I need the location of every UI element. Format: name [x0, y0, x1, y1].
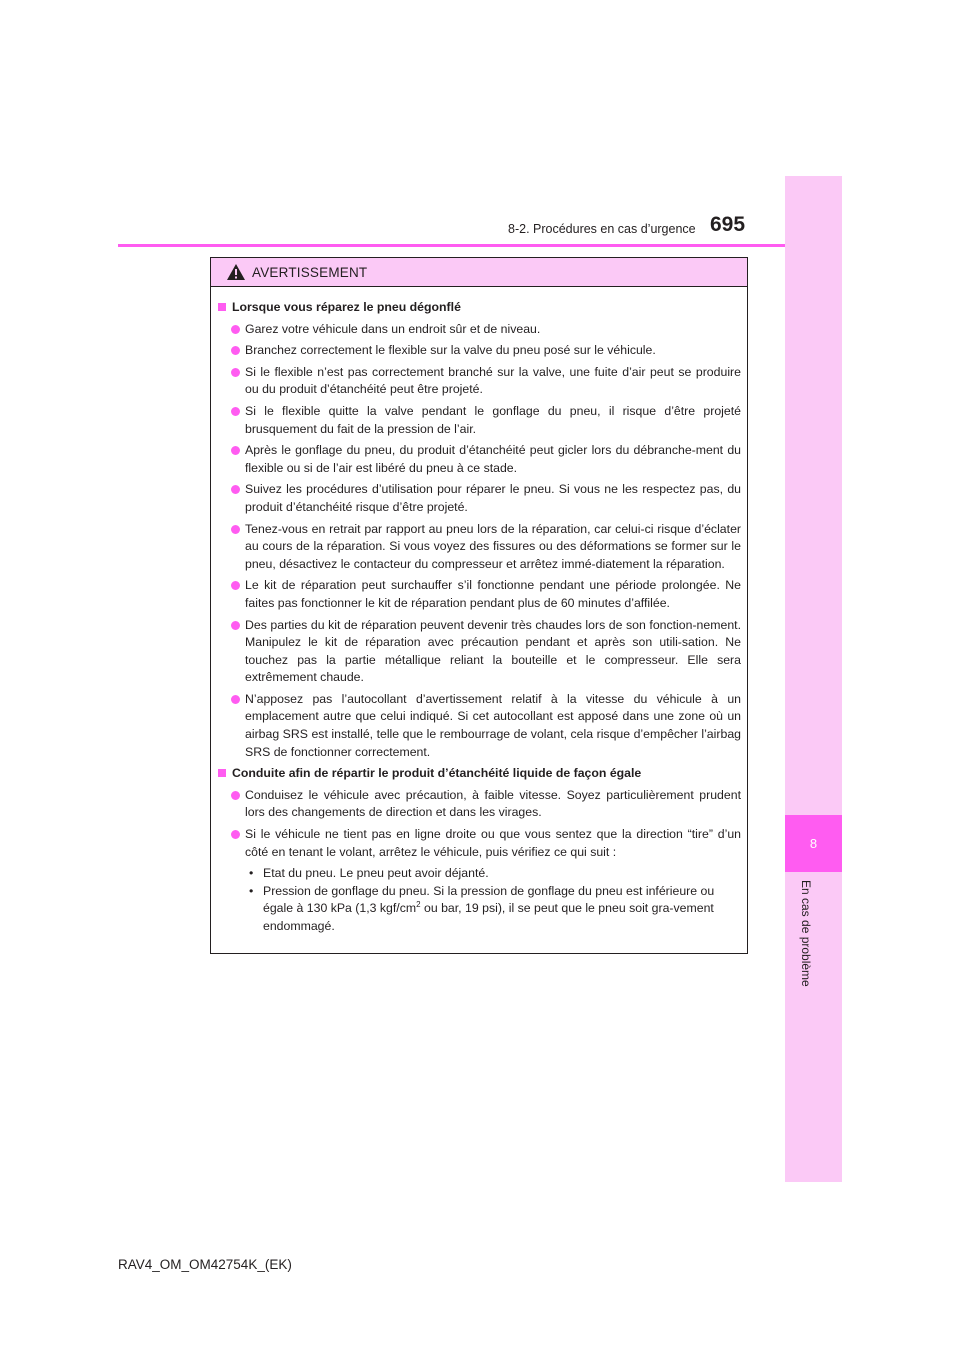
chapter-number: 8	[785, 815, 842, 872]
circle-bullet-icon	[231, 525, 240, 534]
circle-bullet-icon	[231, 485, 240, 494]
heading-text: Conduite afin de répartir le produit d’étanchéité liquide de façon égale	[232, 766, 642, 781]
warning-body	[211, 287, 747, 936]
sub-list-item: • Pression de gonflage du pneu. Si la pression de gonflage du pneu est inférieure ou égale à 130 kPa (1,3 kgf/$cm^2$ ou bar, 19 psi), il se peut que le pneu soit gra-vement endommagé.	[249, 883, 741, 936]
square-bullet-icon	[218, 303, 226, 311]
circle-bullet-icon	[231, 407, 240, 416]
circle-bullet-icon	[231, 446, 240, 455]
list-item: Suivez les procédures d’utilisation pour réparer le pneu. Si vous ne les respectez pas, du produit d’étanchéité risque d’être projeté.	[231, 481, 741, 516]
list-item: Des parties du kit de réparation peuvent devenir très chaudes lors de son fonction-nement. Manipulez le kit de réparation avec précaution pendant et après son utili-sation. Ne touchez pas la partie métallique reliant la bouteille et le compresseur. Elle sera extrêmement chaude.	[231, 617, 741, 687]
list-item: Si le flexible n’est pas correctement branché sur la valve, une fuite d’air peut se produire ou du produit d’étanchéité peut être projeté.	[231, 364, 741, 399]
list-item: Conduisez le véhicule avec précaution, à faible vitesse. Soyez particulièrement prudent lors des changements de direction et dans les virages.	[231, 787, 741, 822]
warning-triangle-icon	[226, 263, 246, 281]
warning-title: AVERTISSEMENT	[252, 264, 368, 280]
heading-text: Lorsque vous réparez le pneu dégonflé	[232, 300, 461, 314]
circle-bullet-icon	[231, 346, 240, 355]
warning-header	[211, 258, 747, 287]
list-item: Après le gonflage du pneu, du produit d’étanchéité peut gicler lors du débranche-ment du flexible ou si de l’air est libéré du pneu à ce stade.	[231, 442, 741, 477]
document-code: RAV4_OM_OM42754K_(EK)	[118, 1257, 292, 1272]
list-item: Branchez correctement le flexible sur la valve du pneu posé sur le véhicule.	[231, 342, 741, 360]
list-item: N’apposez pas l’autocollant d’avertissement relatif à la vitesse du véhicule à un emplacement autre que celui indiqué. Si cet autocollant est apposé dans une zone où un airbag SRS est installé, telle que le rembourrage de volant, cela risque d’empêcher l’airbag SRS de fonctionner correctement.	[231, 691, 741, 761]
circle-bullet-icon	[231, 830, 240, 839]
list-item: Si le véhicule ne tient pas en ligne droite ou que vous sentez que la direction “tire” d’un côté en tenant le volant, arrêtez le véhicule, puis vérifiez ce qui suit :	[231, 826, 741, 861]
chapter-side-tab	[785, 176, 842, 1182]
page-number: 695	[710, 213, 746, 236]
section-title: 8-2. Procédures en cas d’urgence	[508, 222, 696, 236]
sub-list-item: • Etat du pneu. Le pneu peut avoir déjanté.	[249, 866, 489, 881]
circle-bullet-icon	[231, 325, 240, 334]
list-item: Si le flexible quitte la valve pendant le gonflage du pneu, il risque d’être projeté brusquement du fait de la pression de l’air.	[231, 403, 741, 438]
header-rule	[118, 244, 785, 247]
circle-bullet-icon	[231, 368, 240, 377]
circle-bullet-icon	[231, 791, 240, 800]
sub-item-text: Pression de gonflage du pneu. Si la pression de gonflage du pneu est inférieure ou égale à 130 kPa (1,3 kgf/$cm^2$ ou bar, 19 psi), il se peut que le pneu soit gra-vement endommagé.	[263, 883, 715, 933]
chapter-label	[785, 880, 842, 1000]
circle-bullet-icon	[231, 695, 240, 704]
list-item: Tenez-vous en retrait par rapport au pneu lors de la réparation, car celui-ci risque d’éclater au cours de la réparation. Si vous voyez des fissures ou des déformations se former sur le pneu, désactivez le contacteur du compresseur et arrêtez immé-diatement la réparation.	[231, 521, 741, 574]
section-heading	[218, 299, 741, 317]
square-bullet-icon	[218, 769, 226, 777]
circle-bullet-icon	[231, 621, 240, 630]
list-item: Le kit de réparation peut surchauffer s’il fonctionne pendant une période prolongée. Ne faites pas fonctionner le kit de réparation pendant plus de 60 minutes d’affilée.	[231, 577, 741, 612]
section-heading	[218, 765, 741, 783]
chapter-label-text: En cas de problème	[799, 880, 813, 987]
warning-box	[210, 257, 748, 954]
list-item: Garez votre véhicule dans un endroit sûr et de niveau.	[231, 321, 741, 339]
circle-bullet-icon	[231, 581, 240, 590]
